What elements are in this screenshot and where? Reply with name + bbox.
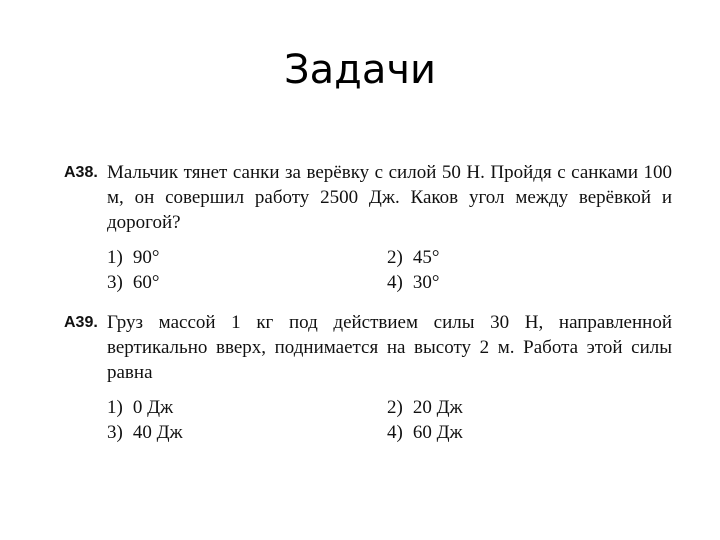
answer-option-2 bbox=[387, 395, 587, 420]
answer-text: 0 Дж bbox=[132, 397, 174, 418]
slide-title: Задачи bbox=[284, 47, 436, 93]
answer-number: 3) bbox=[107, 272, 123, 293]
answer-option-3 bbox=[107, 270, 387, 295]
answer-number: 4) bbox=[387, 272, 403, 293]
answer-number: 1) bbox=[107, 397, 123, 418]
answer-text: 60 Дж bbox=[412, 422, 463, 443]
problem-a38 bbox=[64, 160, 672, 295]
answer-number: 1) bbox=[107, 247, 123, 268]
answer-number: 4) bbox=[387, 422, 403, 443]
answer-option-1 bbox=[107, 245, 387, 270]
answer-option-4 bbox=[387, 270, 587, 295]
answer-option-3 bbox=[107, 420, 387, 445]
answer-text: 20 Дж bbox=[412, 397, 463, 418]
answer-option-2 bbox=[387, 245, 587, 270]
answer-text: 60° bbox=[132, 272, 160, 293]
problem-statement: Мальчик тянет санки за верёвку с силой 50 Н. Пройдя с санками 100 м, он совершил работу 2500 Дж. Каков угол между верёвкой и дорогой? bbox=[107, 162, 672, 233]
answer-number: 2) bbox=[387, 397, 403, 418]
answer-option-4 bbox=[387, 420, 587, 445]
answer-text: 30° bbox=[412, 272, 440, 293]
answer-text: 45° bbox=[412, 247, 440, 268]
answer-text: 90° bbox=[132, 247, 160, 268]
answer-number: 3) bbox=[107, 422, 123, 443]
answer-number: 2) bbox=[387, 247, 403, 268]
problem-label: А39. bbox=[64, 314, 98, 331]
problem-statement: Груз массой 1 кг под действием силы 30 Н, направленной вертикально вверх, поднимается на высоту 2 м. Работа этой силы равна bbox=[107, 312, 672, 383]
answer-text: 40 Дж bbox=[132, 422, 183, 443]
answer-option-1 bbox=[107, 395, 387, 420]
problem-a39 bbox=[64, 310, 672, 445]
answer-options bbox=[107, 395, 672, 445]
answer-options bbox=[107, 245, 672, 295]
problem-label: А38. bbox=[64, 164, 98, 181]
